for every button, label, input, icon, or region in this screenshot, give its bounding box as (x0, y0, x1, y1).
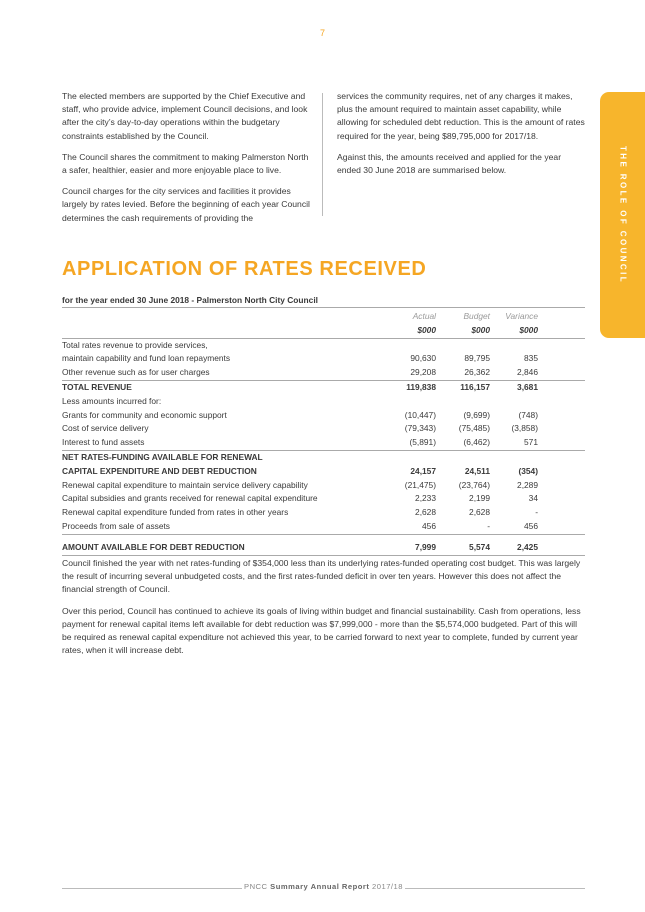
unit-actual: $000 (382, 324, 436, 338)
table-row (62, 436, 585, 450)
intro-paragraph: The elected members are supported by the Chief Executive and staff, who provide advice, implement Council decisions, and look after the city’s day-to-day operations within the budgetary constraints established by the Council. (62, 91, 308, 141)
row-actual: (79,343) (404, 423, 436, 434)
table-row (62, 366, 585, 380)
row-budget: (75,485) (458, 423, 490, 434)
row-label: Grants for community and economic support (62, 409, 227, 420)
row-variance: - (535, 507, 538, 518)
row-budget: 2,199 (469, 493, 490, 504)
row-label: Less amounts incurred for: (62, 395, 162, 406)
table-row (62, 506, 585, 520)
row-label: Capital subsidies and grants received for renewal capital expenditure (62, 493, 318, 504)
table-row (62, 395, 585, 409)
table-header-row (62, 310, 585, 324)
row-label: Other revenue such as for user charges (62, 366, 382, 380)
row-label: Cost of service delivery (62, 423, 149, 434)
rates-table (62, 310, 585, 556)
intro-paragraph: The Council shares the commitment to making Palmerston North a safer, healthier, easier and more enjoyable place to live. (62, 151, 309, 176)
page-footer (62, 881, 585, 895)
row-actual: 119,838 (406, 381, 436, 392)
row-budget: 26,362 (436, 366, 490, 380)
row-variance (490, 395, 538, 409)
row-budget: (6,462) (436, 436, 490, 450)
row-budget: 24,511 (464, 465, 490, 476)
row-label: Total rates revenue to provide services, (62, 339, 208, 350)
footer-org: PNCC (244, 882, 268, 891)
side-tab-label: THE ROLE OF COUNCIL (618, 145, 627, 285)
table-row (62, 422, 585, 436)
column-header-variance: Variance (505, 311, 538, 321)
footer-year: 2017/18 (372, 882, 403, 891)
row-variance (490, 338, 538, 352)
row-budget: - (436, 520, 490, 534)
table-row (62, 352, 585, 366)
row-variance: 3,681 (517, 381, 538, 392)
row-budget: (9,699) (463, 409, 490, 420)
row-budget: 5,574 (436, 541, 490, 555)
row-variance (490, 450, 538, 464)
footer-title: Summary Annual Report (270, 882, 370, 891)
table-top-rule (62, 307, 585, 308)
row-budget: 116,157 (460, 381, 490, 392)
row-actual: (10,447) (404, 409, 436, 420)
row-variance: 2,425 (490, 541, 538, 555)
row-actual: 24,157 (410, 465, 436, 476)
column-divider (322, 93, 323, 216)
table-row (62, 479, 585, 493)
row-label: Renewal capital expenditure funded from rates in other years (62, 507, 289, 518)
footer-text (62, 882, 585, 891)
row-variance: 835 (524, 353, 538, 364)
table-row (62, 492, 585, 506)
table-units-row (62, 324, 585, 338)
row-variance: 2,846 (490, 366, 538, 380)
row-variance: (354) (518, 465, 538, 476)
section-title: APPLICATION OF RATES RECEIVED (62, 258, 427, 280)
table-row (62, 520, 585, 534)
unit-variance: $000 (490, 324, 538, 338)
intro-paragraph: Against this, the amounts received and applied for the year ended 30 June 2018 are summarised below. (337, 151, 562, 176)
row-actual: 2,628 (415, 507, 436, 518)
intro-left-column (62, 90, 312, 233)
intro-paragraph: services the community requires, net of any charges it makes, plus the amount required to maintain asset capability, while allowing for scheduled debt reduction. This is the amount of rates required for the year, being $89,795,000 for 2017/18. (337, 91, 585, 141)
row-actual: 90,630 (410, 353, 436, 364)
row-label: TOTAL REVENUE (62, 381, 132, 392)
row-actual (382, 338, 436, 352)
row-label: AMOUNT AVAILABLE FOR DEBT REDUCTION (62, 541, 382, 555)
table-row (62, 338, 585, 352)
table-total-row (62, 541, 585, 555)
intro-paragraph: Council charges for the city services and facilities it provides largely by rates levied. Before the beginning of each year Council determines the cash requirements of providing the (62, 186, 310, 223)
row-actual: 29,208 (382, 366, 436, 380)
row-budget (436, 338, 490, 352)
table-total-row (62, 380, 585, 394)
table-subtitle: for the year ended 30 June 2018 - Palmerston North City Council (62, 295, 318, 305)
row-label: Renewal capital expenditure to maintain service delivery capability (62, 479, 308, 490)
intro-right-column (337, 90, 585, 185)
column-header-actual: Actual (412, 311, 436, 321)
row-actual (382, 395, 436, 409)
row-variance: 34 (528, 493, 538, 504)
table-subtotal-row (62, 450, 585, 464)
row-budget (436, 395, 490, 409)
row-actual: 7,999 (382, 541, 436, 555)
row-actual: 2,233 (415, 493, 436, 504)
row-budget (436, 450, 490, 464)
row-actual (382, 450, 436, 464)
table-subtotal-row (62, 465, 585, 479)
unit-budget: $000 (436, 324, 490, 338)
row-budget: 89,795 (464, 353, 490, 364)
row-variance: (748) (518, 409, 538, 420)
row-variance: (3,858) (511, 423, 538, 434)
summary-paragraph: Over this period, Council has continued to achieve its goals of living within budget and financial sustainability. Cash from operations, less payment for renewal capital items left available for debt reduction was $7,999,000 - more than the $5,574,000 budgeted. Part of this will be required as renewal capital expenditure not achieved this year, to be carried forward to next year to complete, funded by current year rates, when it will increase debt. (62, 605, 581, 656)
page-number: 7 (319, 28, 325, 38)
footer-rule-right (405, 888, 585, 889)
row-budget: (23,764) (458, 479, 490, 490)
row-label: maintain capability and fund loan repayments (62, 353, 231, 364)
row-label: Interest to fund assets (62, 436, 382, 450)
row-variance: 456 (490, 520, 538, 534)
column-header-budget: Budget (463, 311, 490, 321)
table-row (62, 409, 585, 423)
row-budget: 2,628 (469, 507, 490, 518)
row-actual: (21,475) (404, 479, 436, 490)
row-label: NET RATES-FUNDING AVAILABLE FOR RENEWAL (62, 451, 263, 462)
row-variance: 571 (490, 436, 538, 450)
row-label: Proceeds from sale of assets (62, 520, 382, 534)
row-label: CAPITAL EXPENDITURE AND DEBT REDUCTION (62, 465, 257, 476)
row-variance: 2,289 (517, 479, 538, 490)
row-actual: 456 (382, 520, 436, 534)
section-side-tab (600, 92, 645, 338)
summary-paragraph: Council finished the year with net rates-funding of $354,000 less than its underlying rates-funded operating cost budget. This was largely the result of incurring several unbudgeted costs, and the first rates-funded deficit in over ten years. However this does not affect the financial strength of Council. (62, 558, 581, 595)
summary-text (62, 557, 585, 665)
row-actual: (5,891) (382, 436, 436, 450)
